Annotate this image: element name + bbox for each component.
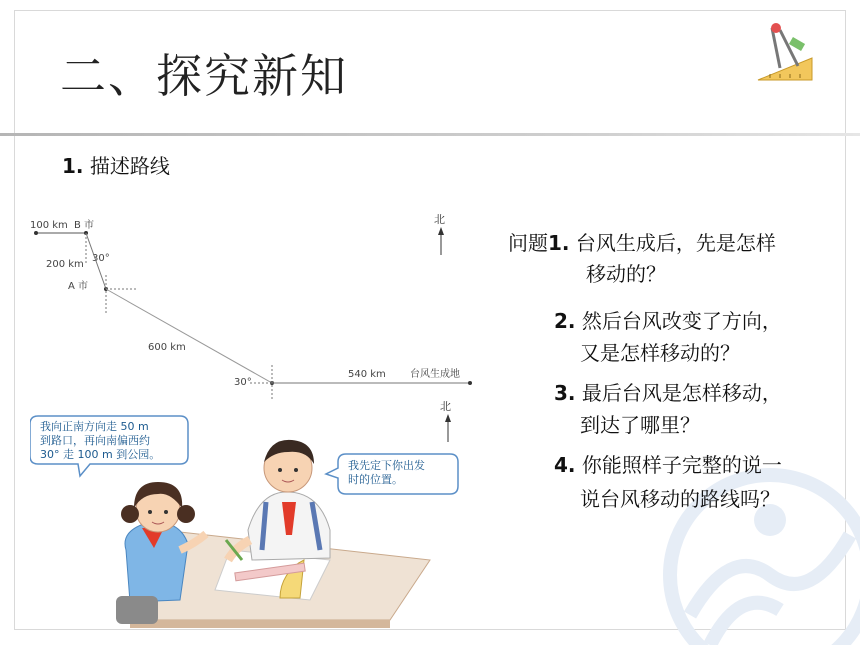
question-3-line-2: 到达了哪里？ [580,413,700,437]
north-label-1: 北 [434,213,445,226]
label-a-city: A 市 [68,281,89,292]
label-200km: 200 km [46,259,84,270]
label-540km: 540 km [348,369,386,380]
typhoon-route-map [22,205,502,405]
title-divider [0,133,860,136]
question-2-line-2: 又是怎样移动的？ [580,341,740,365]
compass-ruler-icon [750,18,820,88]
question-3-line-1: 3. 最后台风是怎样移动， [554,381,782,405]
boy-speech-text: 我先定下你出发 时的位置。 [348,459,425,486]
label-100km: 100 km [30,220,68,231]
subtitle-number: 1. [62,154,84,178]
girl-speech-text: 我向正南方向走 50 m 到路口，再向南偏西约 30° 走 100 m 到公园。 [40,420,161,461]
label-origin: 台风生成地 [410,369,460,380]
north-label-2: 北 [440,400,451,413]
label-30deg-bottom: 30° [234,377,252,388]
page-title: 二、探究新知 [60,49,348,103]
label-b-city: B 市 [74,220,95,231]
question-2-line-1: 2. 然后台风改变了方向， [554,309,782,333]
section-subtitle [62,150,170,179]
question-4-line-2: 说台风移动的路线吗？ [580,487,780,511]
label-600km: 600 km [148,342,186,353]
origin-point [468,381,472,385]
boy-figure [226,440,330,560]
question-1-line-1: 问题1. 台风生成后，先是怎样 [508,231,776,255]
subtitle-text: 描述路线 [83,154,170,178]
question-1-line-2: 移动的？ [586,262,666,286]
label-30deg-top: 30° [92,253,110,264]
question-4-line-1: 4. 你能照样子完整的说一 [554,453,782,477]
